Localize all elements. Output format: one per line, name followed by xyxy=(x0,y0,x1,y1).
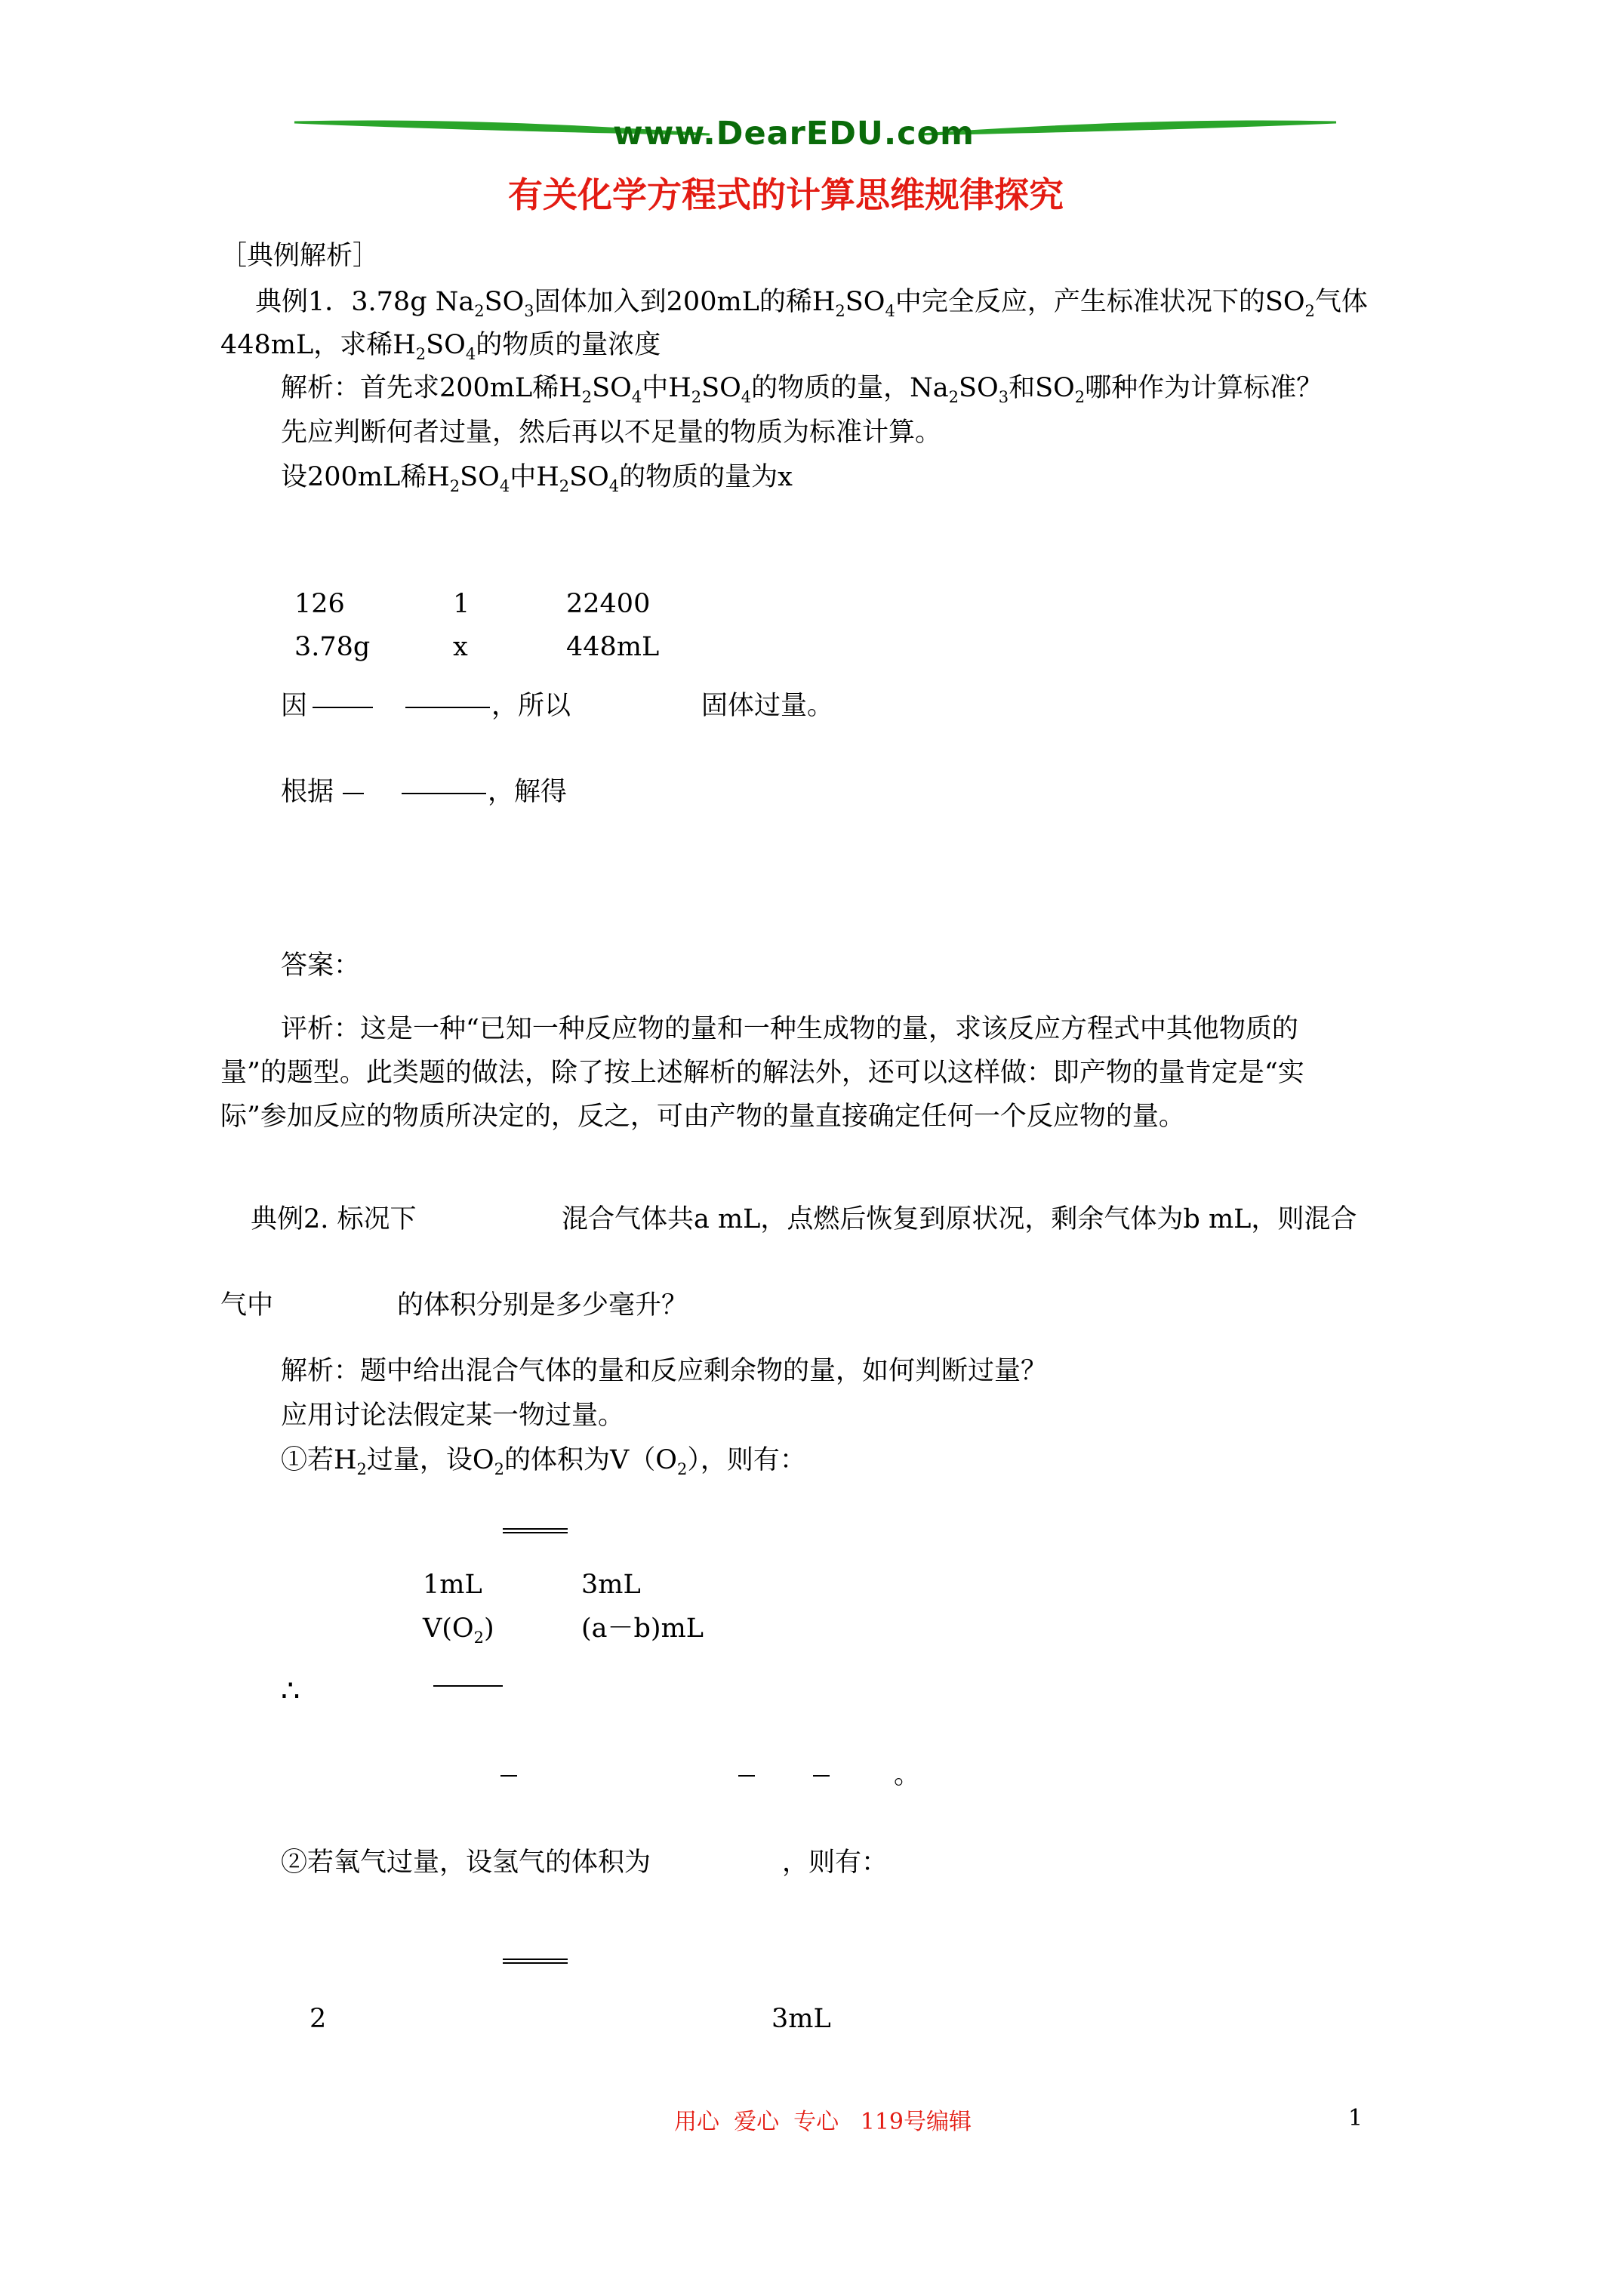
example1-line1: 典例1．3.78g $Na_2SO_3$固体加入到200mL的稀$H_2SO_4$中完全反应，产生标准状况下的$SO_2$气体 xyxy=(255,287,1368,320)
ratio-cell: 2 xyxy=(310,2004,327,2034)
comment-line-1: 评析：这是一种“已知一种反应物的量和一种生成物的量，求该反应方程式中其他物质的 xyxy=(281,1014,1298,1044)
minus-sign xyxy=(500,1775,517,1777)
fraction-bar xyxy=(343,793,364,794)
case1-line: ①若$H_2$过量，设$O_2$的体积为$V(O_2)$，则有： xyxy=(281,1445,806,1478)
example1-analysis-2: 先应判断何者过量，然后再以不足量的物质为标准计算。 xyxy=(281,418,942,448)
example1-analysis-1: 解析：首先求200mL稀$H_2SO_4$中$H_2SO_4$的物质的量，$Na_2SO_3$和$SO_2$哪种作为计算标准？ xyxy=(281,373,1323,406)
ratio-cell: 3mL xyxy=(771,2004,831,2034)
because-suffix: 固体过量。 xyxy=(701,691,834,721)
example2-line2a: 气中 xyxy=(220,1290,274,1321)
because-prefix: 因 xyxy=(281,691,308,721)
fraction-bar xyxy=(313,707,373,708)
ratio-cell: (a－b)mL xyxy=(581,1613,704,1644)
case2-a: ②若氧气过量，设氢气的体积为 xyxy=(281,1848,651,1878)
minus-sign xyxy=(813,1775,830,1777)
page-title: 有关化学方程式的计算思维规律探究 xyxy=(508,174,1064,215)
example2-line2b: 的体积分别是多少毫升？ xyxy=(397,1290,688,1321)
section-tag: ［典例解析］ xyxy=(220,241,380,271)
example1-line2: 448mL，求稀$H_2SO_4$的物质的量浓度 xyxy=(220,330,661,363)
example2-analysis-2: 应用讨论法假定某一物过量。 xyxy=(281,1401,625,1431)
comment-line-3: 际”参加反应的物质所决定的，反之，可由产物的量直接确定任何一个反应物的量。 xyxy=(220,1102,1185,1132)
ratio-cell: $V(O_2)$ xyxy=(423,1613,494,1647)
comment-line-2: 量”的题型。此类题的做法，除了按上述解析的解法外，还可以这样做：即产物的量肯定是“实 xyxy=(220,1058,1304,1088)
according-prefix: 根据 xyxy=(281,777,334,807)
ratio-cell: 126 xyxy=(294,589,345,619)
fraction-bar xyxy=(405,707,490,708)
ratio-cell: 448mL xyxy=(566,632,660,662)
reaction-arrow xyxy=(503,1528,568,1533)
example2-analysis-1: 解析：题中给出混合气体的量和反应剩余物的量，如何判断过量？ xyxy=(281,1356,1048,1386)
ratio-cell: 3mL xyxy=(581,1570,641,1600)
ratio-cell: 3.78g xyxy=(294,632,371,662)
period-mark: 。 xyxy=(894,1760,921,1790)
ratio-cell: 1mL xyxy=(423,1570,482,1600)
reaction-arrow xyxy=(503,1959,568,1964)
example2-line1b: 混合气体共a mL，点燃后恢复到原状况，剩余气体为b mL，则混合 xyxy=(562,1204,1357,1234)
ratio-cell: x xyxy=(453,632,468,662)
answer-label: 答案： xyxy=(281,951,361,981)
fraction-bar xyxy=(402,793,486,794)
therefore-symbol: ∴ xyxy=(281,1674,300,1709)
example1-analysis-3: 设200mL稀$H_2SO_4$中$H_2SO_4$的物质的量为x xyxy=(281,462,793,495)
case2-b: ，则有： xyxy=(782,1848,888,1878)
because-mid: ，所以 xyxy=(491,691,571,721)
footer-text: 用心 爱心 专心 119号编辑 xyxy=(674,2109,972,2135)
example2-line1a: 典例2. 标况下 xyxy=(251,1204,417,1234)
ratio-cell: 1 xyxy=(453,589,470,619)
minus-sign xyxy=(738,1775,755,1777)
according-mid: ，解得 xyxy=(488,777,568,807)
site-logo: www.DearEDU.com xyxy=(613,115,975,153)
fraction-bar xyxy=(433,1685,503,1687)
ratio-cell: 22400 xyxy=(566,589,651,619)
page-number: 1 xyxy=(1348,2105,1363,2131)
